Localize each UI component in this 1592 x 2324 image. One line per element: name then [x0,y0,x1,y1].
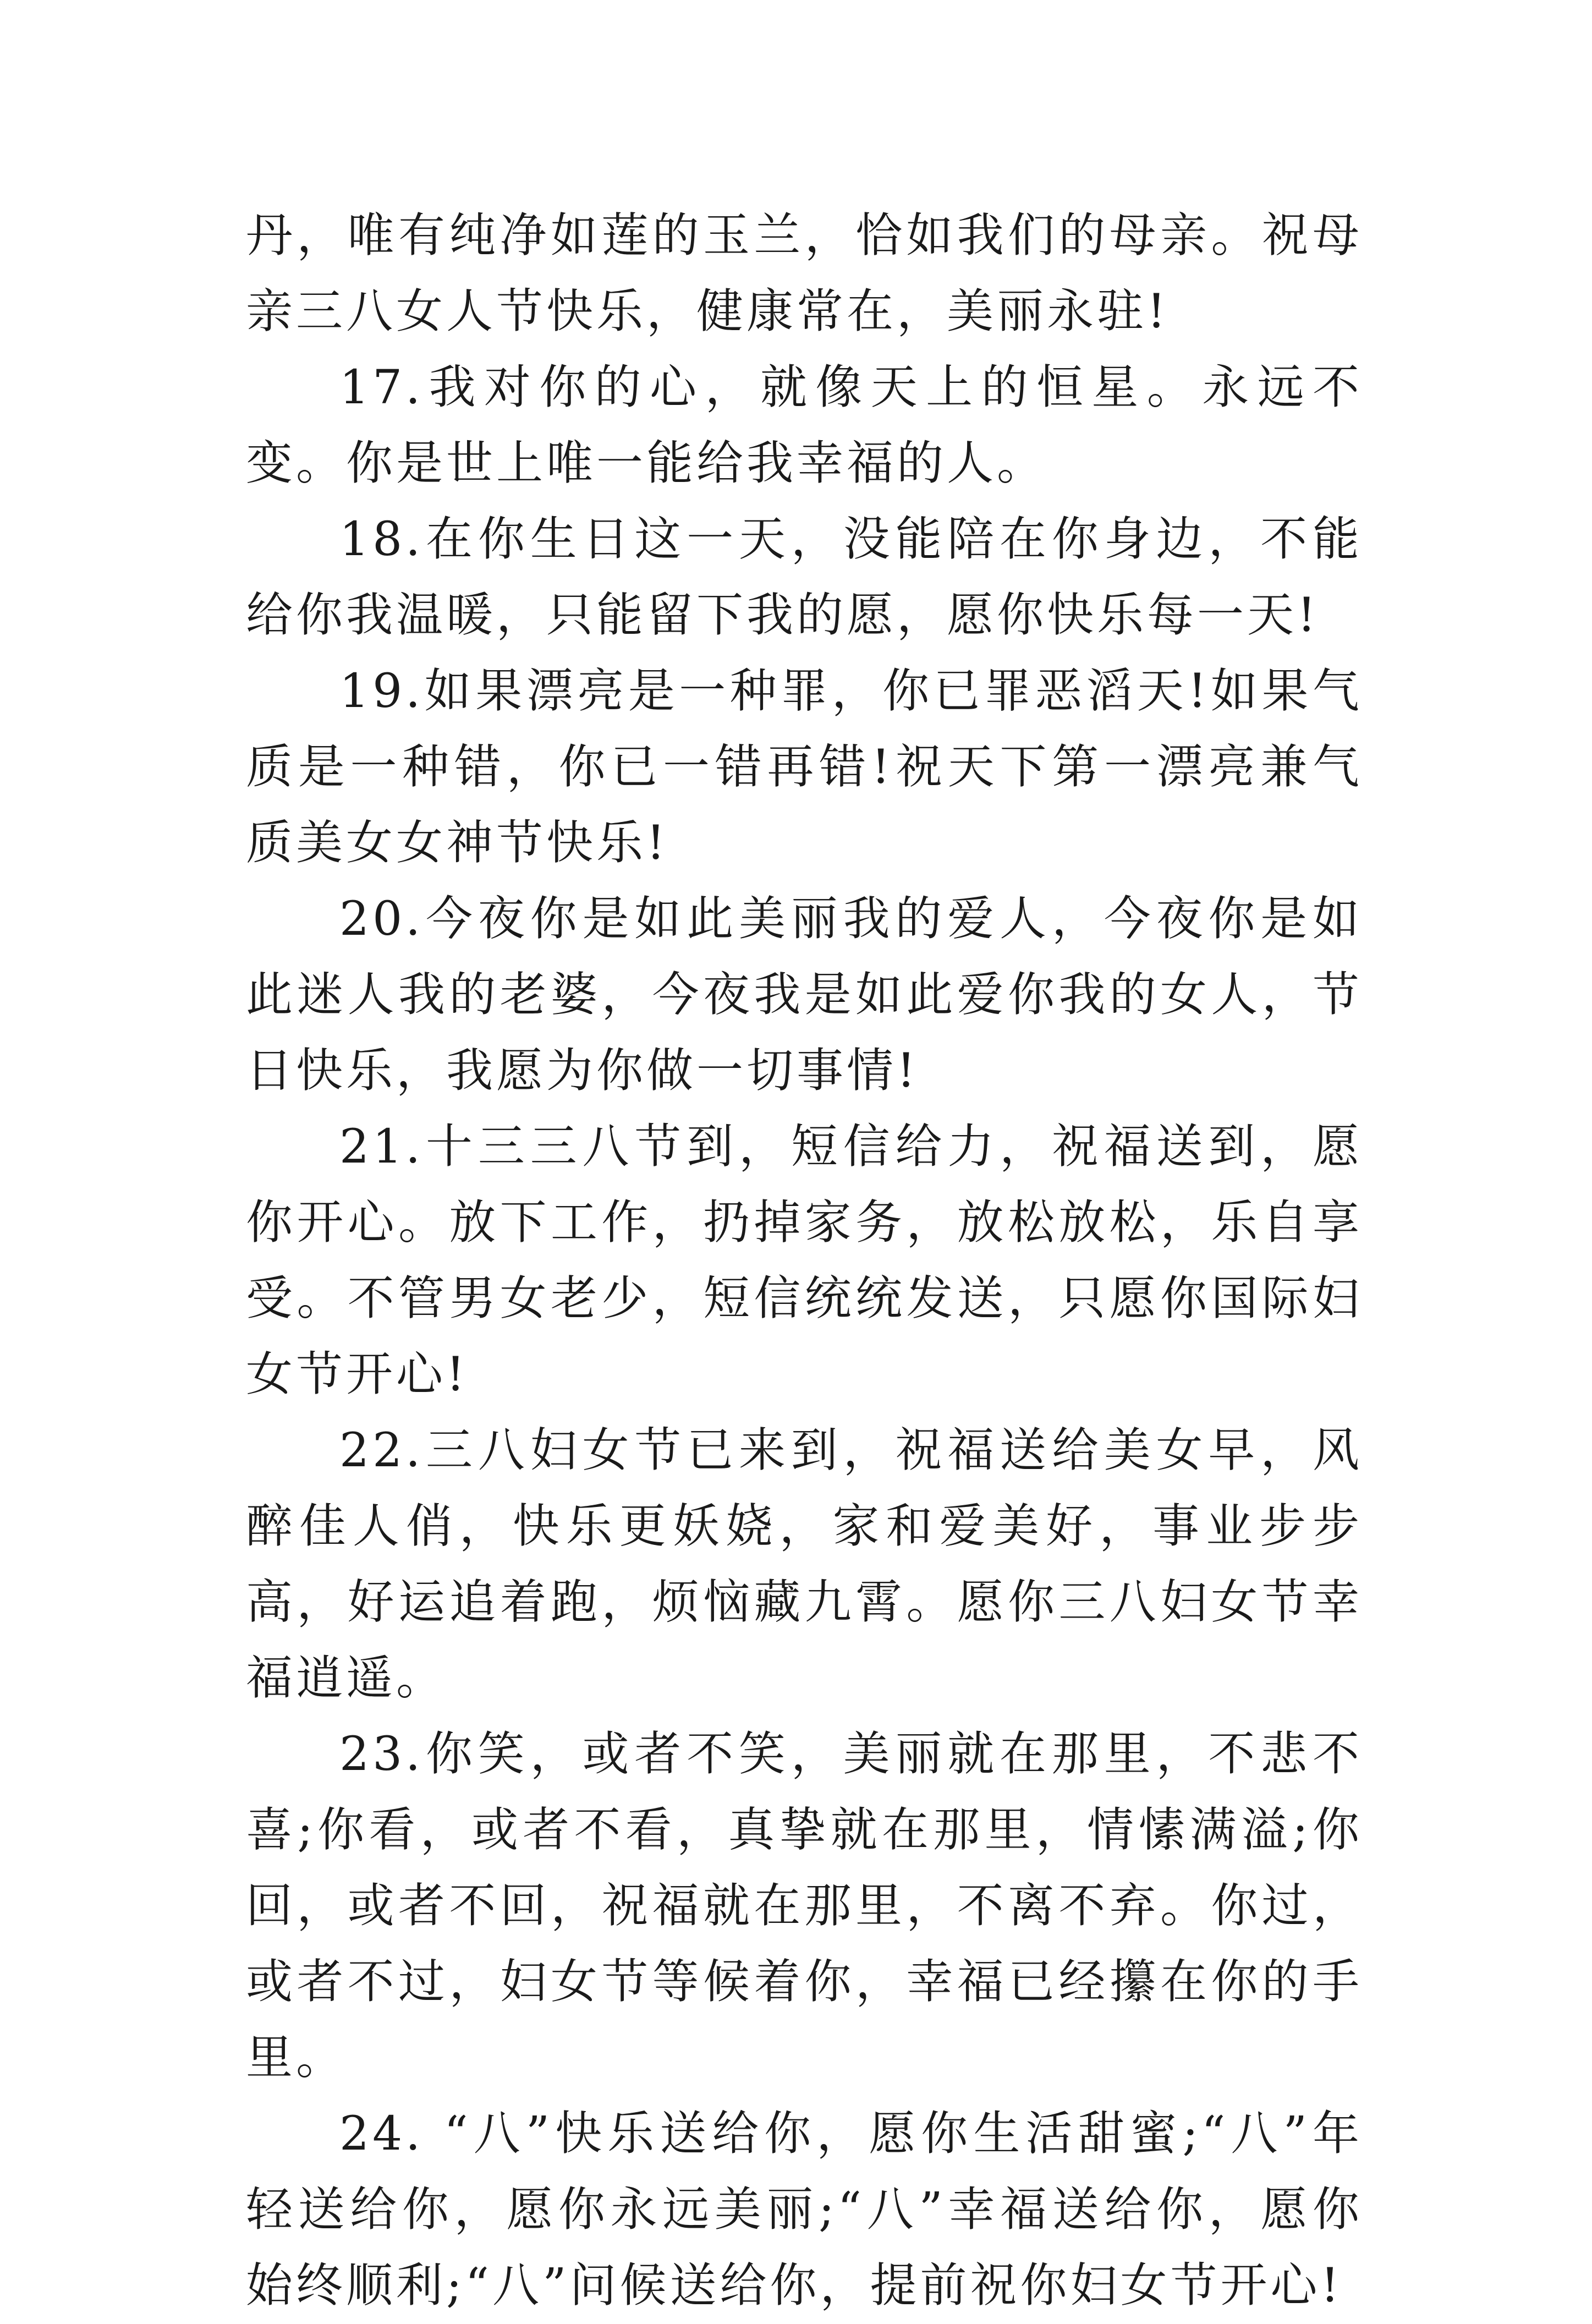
paragraph-item-19: 19.如果漂亮是一种罪，你已罪恶滔天!如果气质是一种错，你已一错再错!祝天下第一漂亮兼气质美女女神节快乐! [246,664,1363,870]
paragraph-item-24: 24. “八”快乐送给你，愿你生活甜蜜;“八”年轻送给你，愿你永远美丽;“八”幸福送给你，愿你始终顺利;“八”问候送给你，提前祝你妇女节开心! [246,2107,1363,2313]
paragraph-item-20: 20.今夜你是如此美丽我的爱人，今夜你是如此迷人我的老婆，今夜我是如此爱你我的女人，节日快乐，我愿为你做一切事情! [246,892,1363,1098]
paragraph-item-18: 18.在你生日这一天，没能陪在你身边，不能给你我温暖，只能留下我的愿，愿你快乐每一天! [246,512,1363,643]
paragraph-continuation: 丹，唯有纯净如莲的玉兰，恰如我们的母亲。祝母亲三八女人节快乐，健康常在，美丽永驻! [246,209,1363,339]
document-body [246,198,1363,2324]
paragraph-item-22: 22.三八妇女节已来到，祝福送给美女早，风醉佳人俏，快乐更妖娆，家和爱美好，事业步步高，好运追着跑，烦恼藏九霄。愿你三八妇女节幸福逍遥。 [246,1423,1363,1706]
paragraph-item-23: 23.你笑，或者不笑，美丽就在那里，不悲不喜;你看，或者不看，真挚就在那里，情愫满溢;你回，或者不回，祝福就在那里，不离不弃。你过，或者不过，妇女节等候着你，幸福已经攥在你的手里。 [246,1727,1363,2085]
paragraph-item-17: 17.我对你的心，就像天上的恒星。永远不变。你是世上唯一能给我幸福的人。 [246,360,1363,491]
paragraph-item-21: 21.十三三八节到，短信给力，祝福送到，愿你开心。放下工作，扔掉家务，放松放松，乐自享受。不管男女老少，短信统统发送，只愿你国际妇女节开心! [246,1120,1363,1402]
